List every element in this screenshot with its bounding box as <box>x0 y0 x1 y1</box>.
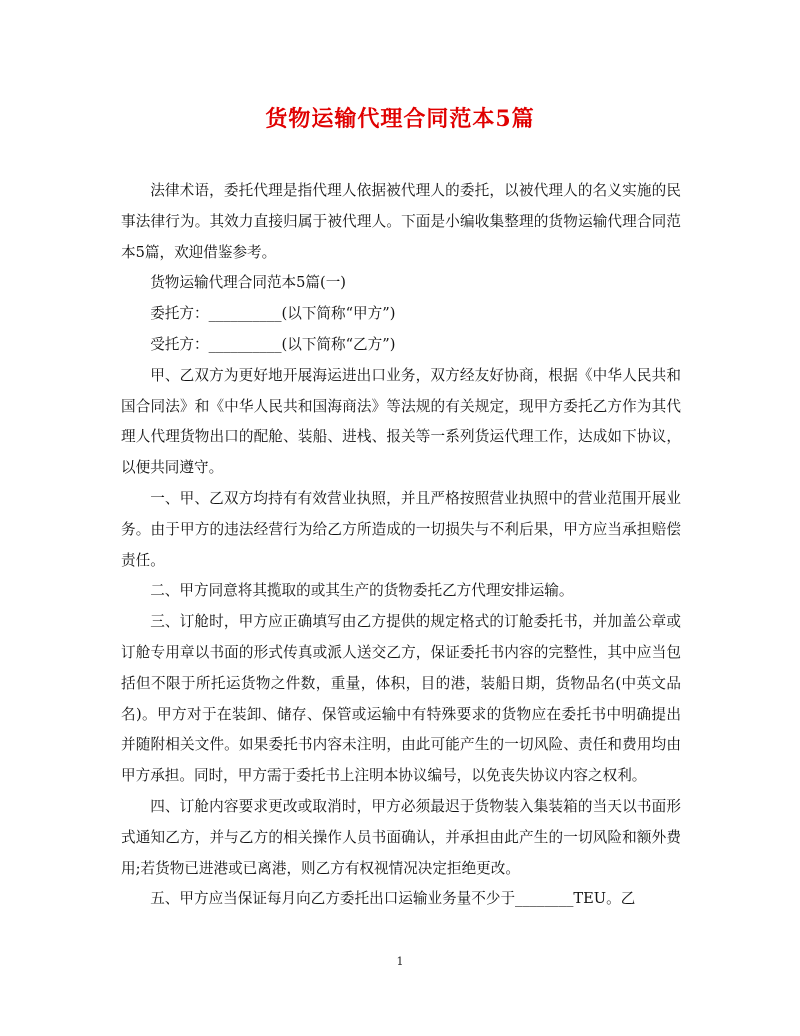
agent-party-line: 受托方：__________(以下简称“乙方”) <box>150 335 396 353</box>
intro-paragraph: 法律术语，委托代理是指代理人依据被代理人的委托，以被代理人的名义实施的民事法律行为。其效力直接归属于被代理人。下面是小编收集整理的货物运输代理合同范本5篇，欢迎借鉴参考。 <box>121 182 681 261</box>
principal-party-line: 委托方：__________(以下简称“甲方”) <box>150 305 396 323</box>
preamble-paragraph: 甲、乙双方为更好地开展海运进出口业务，双方经友好协商，根据《中华人民共和国合同法》和《中华人民共和国海商法》等法规的有关规定，现甲方委托乙方作为其代理人代理货物出口的配舱、装船、进栈、报关等一系列货运代理工作，达成如下协议，以便共同遵守。 <box>121 366 681 477</box>
clause-2-paragraph: 二、甲方同意将其揽取的或其生产的货物委托乙方代理安排运输。 <box>150 582 574 600</box>
section-heading: 货物运输代理合同范本5篇(一) <box>150 274 346 292</box>
clause-5-paragraph: 五、甲方应当保证每月向乙方委托出口运输业务量不少于________TEU。乙 <box>150 890 636 908</box>
clause-3-paragraph: 三、订舱时，甲方应正确填写由乙方提供的规定格式的订舱委托书，并加盖公章或订舱专用章以书面的形式传真或派人送交乙方，保证委托书内容的完整性，其中应当包括但不限于所托运货物之件数，重量，体积，目的港，装船日期，货物品名(中英文品名)。甲方对于在装卸、储存、保管或运输中有特殊要求的货物应在委托书中明确提出并随附相关文件。如果委托书内容未注明，由此可能产生的一切风险、责任和费用均由甲方承担。同时，甲方需于委托书上注明本协议编号，以免丧失协议内容之权利。 <box>121 613 681 785</box>
clause-4-paragraph: 四、订舱内容要求更改或取消时，甲方必须最迟于货物装入集装箱的当天以书面形式通知乙方，并与乙方的相关操作人员书面确认，并承担由此产生的一切风险和额外费用;若货物已进港或已离港，则乙方有权视情况决定拒绝更改。 <box>121 797 681 877</box>
document-title: 货物运输代理合同范本5篇 <box>265 106 535 132</box>
document-body <box>121 176 681 915</box>
page-number: 1 <box>396 955 404 968</box>
clause-1-paragraph: 一、甲、乙双方均持有有效营业执照，并且严格按照营业执照中的营业范围开展业务。由于甲方的违法经营行为给乙方所造成的一切损失与不利后果，甲方应当承担赔偿责任。 <box>121 489 681 569</box>
